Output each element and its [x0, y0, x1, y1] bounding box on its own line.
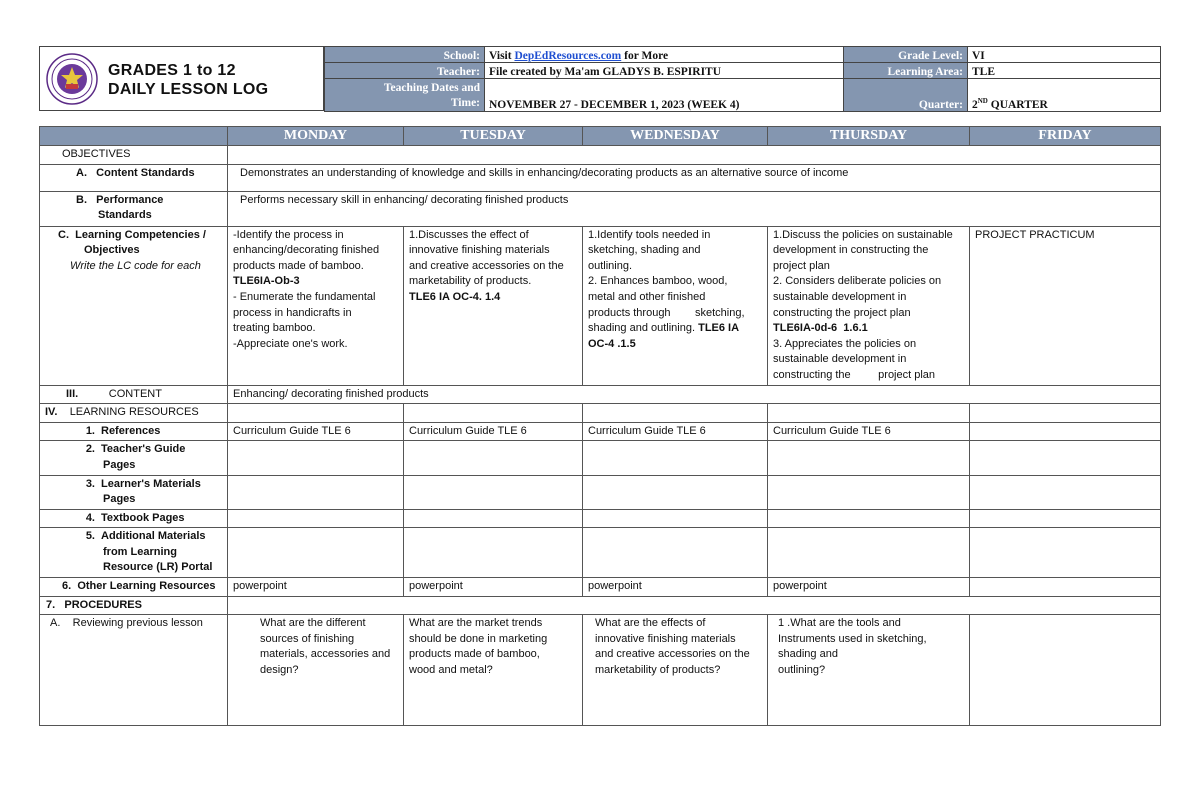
- deped-seal-icon: [46, 53, 98, 105]
- cell-blank: [228, 475, 404, 509]
- references-wednesday: Curriculum Guide TLE 6: [583, 422, 768, 441]
- quarter-label: Quarter:: [844, 79, 968, 112]
- procedures-heading: 7. PROCEDURES: [40, 596, 228, 615]
- lc-tuesday: 1.Discusses the effect of innovative finishing materials and creative accessories on the marketability of products. TLE6 IA OC-4. 1.4: [404, 226, 583, 385]
- grade-level-label: Grade Level:: [844, 47, 968, 63]
- learning-competencies-row: [40, 226, 1161, 385]
- day-thursday: THURSDAY: [768, 127, 970, 146]
- review-thursday: 1 .What are the tools and Instruments used in sketching, shading and outlining?: [768, 615, 970, 726]
- teaching-dates-label: Teaching Dates and Time:: [325, 79, 485, 112]
- review-wednesday: What are the effects of innovative finishing materials and creative accessories on the marketability of products?: [583, 615, 768, 726]
- teaching-dates-value: NOVEMBER 27 - DECEMBER 1, 2023 (WEEK 4): [485, 79, 844, 112]
- review-tuesday: What are the market trends should be done in marketing products made of bamboo, wood and metal?: [404, 615, 583, 726]
- content-standards-value: Demonstrates an understanding of knowledge and skills in enhancing/decorating products as an alternative source of income: [228, 164, 1161, 191]
- day-monday: MONDAY: [228, 127, 404, 146]
- quarter-value: 2ND QUARTER: [968, 79, 1161, 112]
- day-friday: FRIDAY: [970, 127, 1161, 146]
- references-tuesday: Curriculum Guide TLE 6: [404, 422, 583, 441]
- title-line-2: DAILY LESSON LOG: [108, 81, 269, 98]
- cell-blank: [970, 509, 1161, 528]
- other-resources-label: 6. Other Learning Resources: [40, 578, 228, 597]
- cell-blank: [583, 404, 768, 423]
- school-link[interactable]: DepEdResources.com: [514, 50, 622, 62]
- day-wednesday: WEDNESDAY: [583, 127, 768, 146]
- cell-blank: [228, 404, 404, 423]
- textbook-pages-row: [40, 509, 1161, 528]
- lc-friday: PROJECT PRACTICUM: [970, 226, 1161, 385]
- other-friday: [970, 578, 1161, 597]
- additional-materials-row: [40, 528, 1161, 578]
- references-thursday: Curriculum Guide TLE 6: [768, 422, 970, 441]
- cell-blank: [768, 404, 970, 423]
- objectives-blank: [228, 146, 1161, 165]
- teacher-value: File created by Ma'am GLADYS B. ESPIRITU: [485, 63, 844, 79]
- other-wednesday: powerpoint: [583, 578, 768, 597]
- cell-blank: [228, 528, 404, 578]
- lc-monday: -Identify the process in enhancing/decorating finished products made of bamboo. TLE6IA-Ob-3 - Enumerate the fundamental process in handicrafts in treating bamboo. -Appreciate one's work.: [228, 226, 404, 385]
- additional-materials-label: 5. Additional Materials from Learning Resource (LR) Portal: [40, 528, 228, 578]
- references-friday: [970, 422, 1161, 441]
- learning-resources-row: [40, 404, 1161, 423]
- header-box: [39, 46, 324, 111]
- cell-blank: [970, 475, 1161, 509]
- content-standards-label: A. Content Standards: [40, 164, 228, 191]
- cell-blank: [970, 441, 1161, 475]
- performance-standards-label: B. Performance Standards: [40, 191, 228, 226]
- content-value: Enhancing/ decorating finished products: [228, 385, 1161, 404]
- review-label: A. Reviewing previous lesson: [40, 615, 228, 726]
- objectives-row: [40, 146, 1161, 165]
- days-header-blank: [40, 127, 228, 146]
- learning-area-label: Learning Area:: [844, 63, 968, 79]
- cell-blank: [583, 475, 768, 509]
- days-header-row: [40, 127, 1161, 146]
- cell-blank: [768, 528, 970, 578]
- learning-resources-heading: IV. LEARNING RESOURCES: [40, 404, 228, 423]
- content-standards-row: [40, 164, 1161, 191]
- teachers-guide-label: 2. Teacher's Guide Pages: [40, 441, 228, 475]
- cell-blank: [404, 528, 583, 578]
- cell-blank: [768, 441, 970, 475]
- cell-blank: [768, 475, 970, 509]
- other-tuesday: powerpoint: [404, 578, 583, 597]
- lc-thursday: 1.Discuss the policies on sustainable development in constructing the project plan 2. Considers deliberate policies on sustainable development in constructing the project plan TLE6IA-0d-6 1.6.1 3. Appreciates the policies on sustainable development in constructing the project plan: [768, 226, 970, 385]
- cell-blank: [583, 441, 768, 475]
- teachers-guide-row: [40, 441, 1161, 475]
- performance-standards-value: Performs necessary skill in enhancing/ decorating finished products: [228, 191, 1161, 226]
- info-table: [324, 46, 1161, 112]
- cell-blank: [404, 441, 583, 475]
- day-tuesday: TUESDAY: [404, 127, 583, 146]
- performance-standards-row: [40, 191, 1161, 226]
- procedures-blank: [228, 596, 1161, 615]
- cell-blank: [228, 441, 404, 475]
- objectives-heading: OBJECTIVES: [40, 146, 228, 165]
- references-label: 1. References: [40, 422, 228, 441]
- lc-wednesday: 1.Identify tools needed in sketching, shading and outlining. 2. Enhances bamboo, wood, metal and other finished products through sketching, shading and outlining. TLE6 IA OC-4 .1.5: [583, 226, 768, 385]
- cell-blank: [970, 528, 1161, 578]
- review-monday: What are the different sources of finishing materials, accessories and design?: [228, 615, 404, 726]
- learning-competencies-label: C. Learning Competencies / Objectives Write the LC code for each: [40, 226, 228, 385]
- cell-blank: [404, 509, 583, 528]
- cell-blank: [970, 404, 1161, 423]
- references-row: [40, 422, 1161, 441]
- cell-blank: [583, 528, 768, 578]
- cell-blank: [404, 404, 583, 423]
- cell-blank: [228, 509, 404, 528]
- learners-materials-label: 3. Learner's Materials Pages: [40, 475, 228, 509]
- review-friday: [970, 615, 1161, 726]
- textbook-pages-label: 4. Textbook Pages: [40, 509, 228, 528]
- references-monday: Curriculum Guide TLE 6: [228, 422, 404, 441]
- other-monday: powerpoint: [228, 578, 404, 597]
- lesson-log-table: [39, 126, 1161, 726]
- content-row: [40, 385, 1161, 404]
- content-label: III. CONTENT: [40, 385, 228, 404]
- cell-blank: [583, 509, 768, 528]
- school-value: Visit DepEdResources.com for More: [485, 47, 844, 63]
- school-label: School:: [325, 47, 485, 63]
- page-title: [108, 61, 268, 99]
- grade-level-value: VI: [968, 47, 1161, 63]
- procedures-row: [40, 596, 1161, 615]
- learning-area-value: TLE: [968, 63, 1161, 79]
- other-thursday: powerpoint: [768, 578, 970, 597]
- title-line-1: GRADES 1 to 12: [108, 62, 236, 79]
- teacher-label: Teacher:: [325, 63, 485, 79]
- review-row: [40, 615, 1161, 726]
- learners-materials-row: [40, 475, 1161, 509]
- cell-blank: [768, 509, 970, 528]
- other-resources-row: [40, 578, 1161, 597]
- cell-blank: [404, 475, 583, 509]
